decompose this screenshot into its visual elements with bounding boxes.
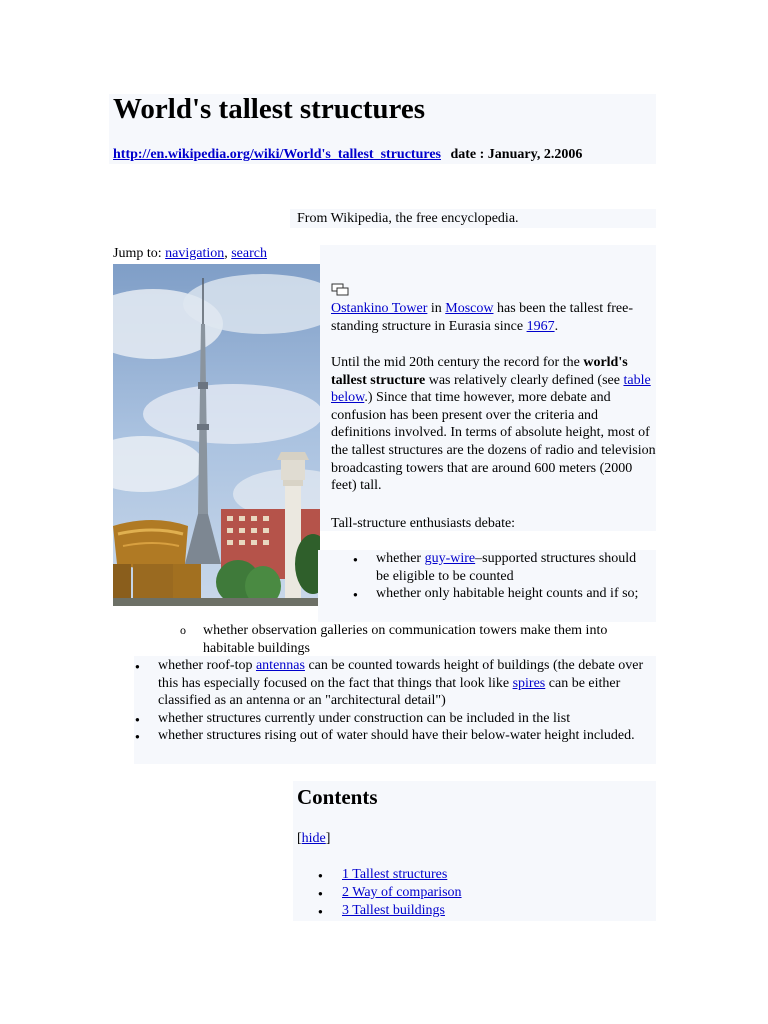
item1-post: –supported structures should be eligible to be counted — [376, 551, 637, 584]
spires-link[interactable]: spires — [512, 675, 546, 691]
intro-paragraph-1 — [331, 300, 661, 335]
item3-mid: can be counted towards height of buildings (the debate over this has especially focused on the fact that things that look like — [158, 658, 644, 691]
item1-pre: whether — [376, 551, 425, 566]
ostankino-tower-link[interactable]: Ostankino Tower — [331, 301, 428, 316]
toc-toggle — [297, 831, 330, 847]
toc-item — [318, 866, 462, 884]
guy-wire-link[interactable]: guy-wire — [424, 551, 476, 566]
source-line — [113, 147, 582, 163]
p2-mid: was relatively clearly defined (see — [425, 372, 624, 388]
toc-item — [318, 902, 462, 920]
toc-bracket-open: [ — [297, 831, 302, 846]
date-label: date : January, 2.2006 — [450, 147, 583, 162]
item2-text: whether only habitable height counts and if so; — [376, 586, 639, 602]
debate-list-bottom — [134, 657, 656, 745]
jump-to — [113, 246, 267, 262]
list-item — [134, 727, 656, 745]
toc-link-tallest-buildings[interactable]: 3 Tallest buildings — [342, 903, 445, 918]
debate-list-top — [318, 550, 648, 603]
item3-post: can be either classified as an antenna or an "architectural detail") — [158, 675, 621, 709]
antennas-link[interactable]: antennas — [255, 658, 305, 673]
enlarge-icon[interactable] — [331, 283, 349, 297]
toc-link-way-of-comparison[interactable]: 2 Way of comparison — [342, 885, 462, 900]
year-1967-link[interactable]: 1967 — [526, 318, 555, 334]
toc-link-tallest-structures[interactable]: 1 Tallest structures — [342, 867, 448, 882]
item5-text: whether structures rising out of water should have their below-water height included. — [158, 728, 635, 744]
item3-pre: whether roof-top — [158, 658, 256, 673]
toc-bracket-close: ] — [325, 831, 331, 846]
p2-post: .) Since that time however, more debate and confusion has been present over the criteria and definitions involved. In terms of absolute height, most of the tallest structures are the dozens of radio and television broadcasting towers that are around 600 meters (2000 feet) tall. — [331, 390, 656, 494]
tagline: From Wikipedia, the free encyclopedia. — [297, 211, 519, 226]
toc-item — [318, 884, 462, 902]
source-url-link[interactable]: http://en.wikipedia.org/wiki/World's_tallest_structures — [113, 147, 441, 162]
intro-paragraph-2 — [331, 354, 661, 495]
p2-pre: Until the mid 20th century the record for the — [331, 355, 584, 370]
intro-paragraph-3: Tall-structure enthusiasts debate: — [331, 516, 516, 531]
toc-list — [318, 866, 462, 920]
list-item — [134, 657, 656, 710]
search-link[interactable]: search — [231, 246, 267, 261]
list-item — [134, 710, 656, 728]
p2-bold-term: world's tallest structure — [331, 355, 628, 388]
tower-photo-illustration — [113, 264, 320, 606]
p1-mid-text: has been the tallest free-standing structure in Eurasia since — [331, 301, 634, 334]
jump-to-separator: , — [224, 246, 232, 261]
table-below-link[interactable]: table below — [331, 372, 651, 406]
jump-to-label: Jump to: — [113, 246, 166, 261]
navigation-link[interactable]: navigation — [165, 246, 225, 261]
sub-list-item: whether observation galleries on communication towers make them into habitable buildings — [203, 623, 608, 656]
toc-title: Contents — [297, 785, 378, 809]
toc-hide-link[interactable]: hide — [301, 831, 326, 846]
item4-text: whether structures currently under construction can be included in the list — [158, 710, 571, 726]
p1-end-text: . — [554, 318, 559, 334]
list-item — [318, 585, 648, 603]
list-item — [318, 550, 648, 585]
hollow-bullet-icon: o — [180, 623, 186, 637]
ostankino-tower-photo[interactable] — [113, 264, 320, 606]
page-title: World's tallest structures — [113, 93, 425, 125]
moscow-link[interactable]: Moscow — [445, 301, 494, 316]
p1-in-text: in — [427, 301, 446, 316]
